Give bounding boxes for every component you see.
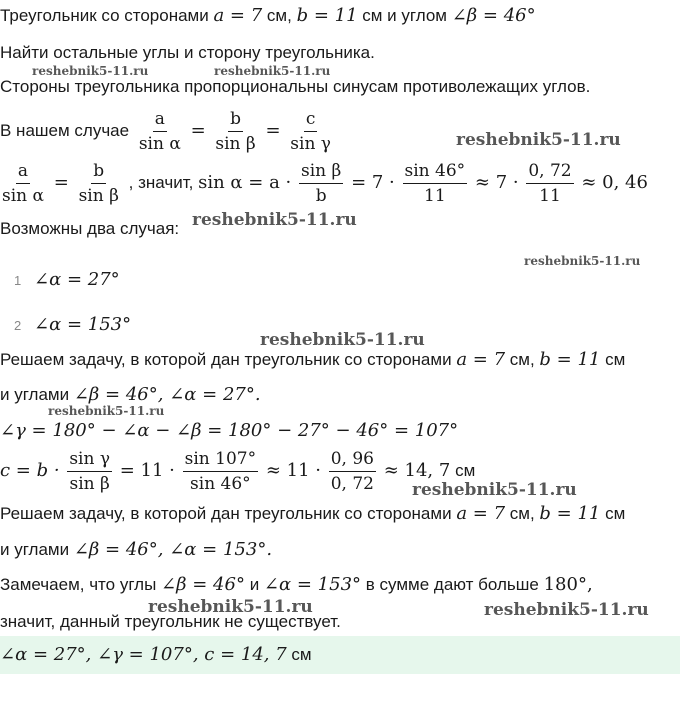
angle-beta: ∠β = 46° — [451, 5, 536, 26]
equals-sign: = — [265, 120, 281, 141]
watermark: reshebnik5-11.ru — [192, 210, 357, 230]
task-text: Найти остальные углы и сторону треугольника. — [0, 43, 375, 62]
list-item: 2 ∠α = 153° — [14, 314, 132, 335]
answer-box — [0, 636, 680, 674]
case-intro: В нашем случае — [0, 121, 130, 140]
note-line: Замечаем, что углы ∠β = 46° и ∠α = 153° в сумме дают больше 180°, — [0, 574, 593, 595]
solve-case-2: Решаем задачу, в которой дан треугольник со сторонами a = 7 см, b = 11 см — [0, 503, 626, 524]
fraction-a-sin-alpha: $\frac{a}{\text{sin α}}$ — [138, 109, 181, 155]
statement-middle: см и углом — [362, 6, 447, 25]
watermark: reshebnik5-11.ru — [148, 597, 313, 617]
watermark: reshebnik5-11.ru — [524, 254, 641, 268]
then-text: , значит, — [128, 173, 194, 192]
sin-alpha-line — [0, 160, 648, 206]
times-7: = 7 · — [351, 172, 395, 193]
fraction: $\frac{\text{sin γ}}{\text{sin β}}$ — [69, 449, 110, 495]
fraction: $\frac{0, 72}{11}$ — [528, 161, 572, 207]
watermark: reshebnik5-11.ru — [260, 330, 425, 350]
fraction: $\frac{b}{\text{sin β}}$ — [78, 161, 119, 207]
list-item: 1 ∠α = 27° — [14, 269, 120, 290]
fraction: $\frac{\sin 46^\circ}{11}$ — [404, 161, 466, 207]
sin-alpha-expr: sin α = a · — [198, 172, 292, 193]
watermark: reshebnik5-11.ru — [214, 64, 331, 78]
equals-sign: = — [53, 172, 69, 193]
solve-case-2-angles: и углами ∠β = 46°, ∠α = 153°. — [0, 539, 273, 560]
two-cases-text: Возможны два случая: — [0, 219, 180, 238]
c-computation: c = b · $\frac{\text{sin γ}}{\text{sin β}}$ = 11 · $\frac{\sin 107^\circ}{\sin 46^\circ}$ ≈ 11 · $\frac{0, 96}{0, 72}$ ≈ 14, 7 см — [0, 449, 476, 495]
note-conclusion: значит, данный треугольник не существует. — [0, 612, 341, 631]
problem-statement — [0, 5, 536, 27]
side-a: a = 7 — [213, 5, 263, 26]
fraction-b-sin-beta: $\frac{b}{\text{sin β}}$ — [215, 109, 256, 155]
gamma-computation: ∠γ = 180° − ∠α − ∠β = 180° − 27° − 46° = 107° — [0, 420, 459, 441]
fraction: $\frac{\sin 107^\circ}{\sin 46^\circ}$ — [184, 449, 257, 495]
law-of-sines-text: Стороны треугольника пропорциональны синусам противолежащих углов. — [0, 77, 591, 96]
watermark: reshebnik5-11.ru — [456, 130, 621, 150]
solve-case-1-angles: и углами ∠β = 46°, ∠α = 27°. — [0, 384, 261, 405]
fraction-c-sin-gamma: $\frac{c}{\text{sin γ}}$ — [290, 109, 331, 155]
equals-sign: = — [190, 120, 206, 141]
fraction: $\frac{0, 96}{0, 72}$ — [330, 449, 374, 495]
side-b: b = 11 — [296, 5, 358, 26]
statement-prefix: Треугольник со сторонами — [0, 6, 209, 25]
sin-alpha-result: ≈ 0, 46 — [581, 172, 648, 193]
watermark: reshebnik5-11.ru — [48, 404, 165, 418]
approx-7: ≈ 7 · — [474, 172, 519, 193]
watermark: reshebnik5-11.ru — [32, 64, 149, 78]
unit-cm: см, — [266, 6, 292, 25]
answer-text: ∠α = 27°, ∠γ = 107°, c = 14, 7 см — [0, 644, 312, 665]
fraction: $\frac{a}{\text{sin α}}$ — [2, 161, 44, 207]
watermark: reshebnik5-11.ru — [412, 480, 577, 500]
ratios-line — [0, 108, 336, 154]
watermark: reshebnik5-11.ru — [484, 600, 649, 620]
solve-case-1: Решаем задачу, в которой дан треугольник со сторонами a = 7 см, b = 11 см — [0, 349, 626, 370]
fraction: $\frac{\text{sin β}}{b}$ — [300, 161, 342, 207]
